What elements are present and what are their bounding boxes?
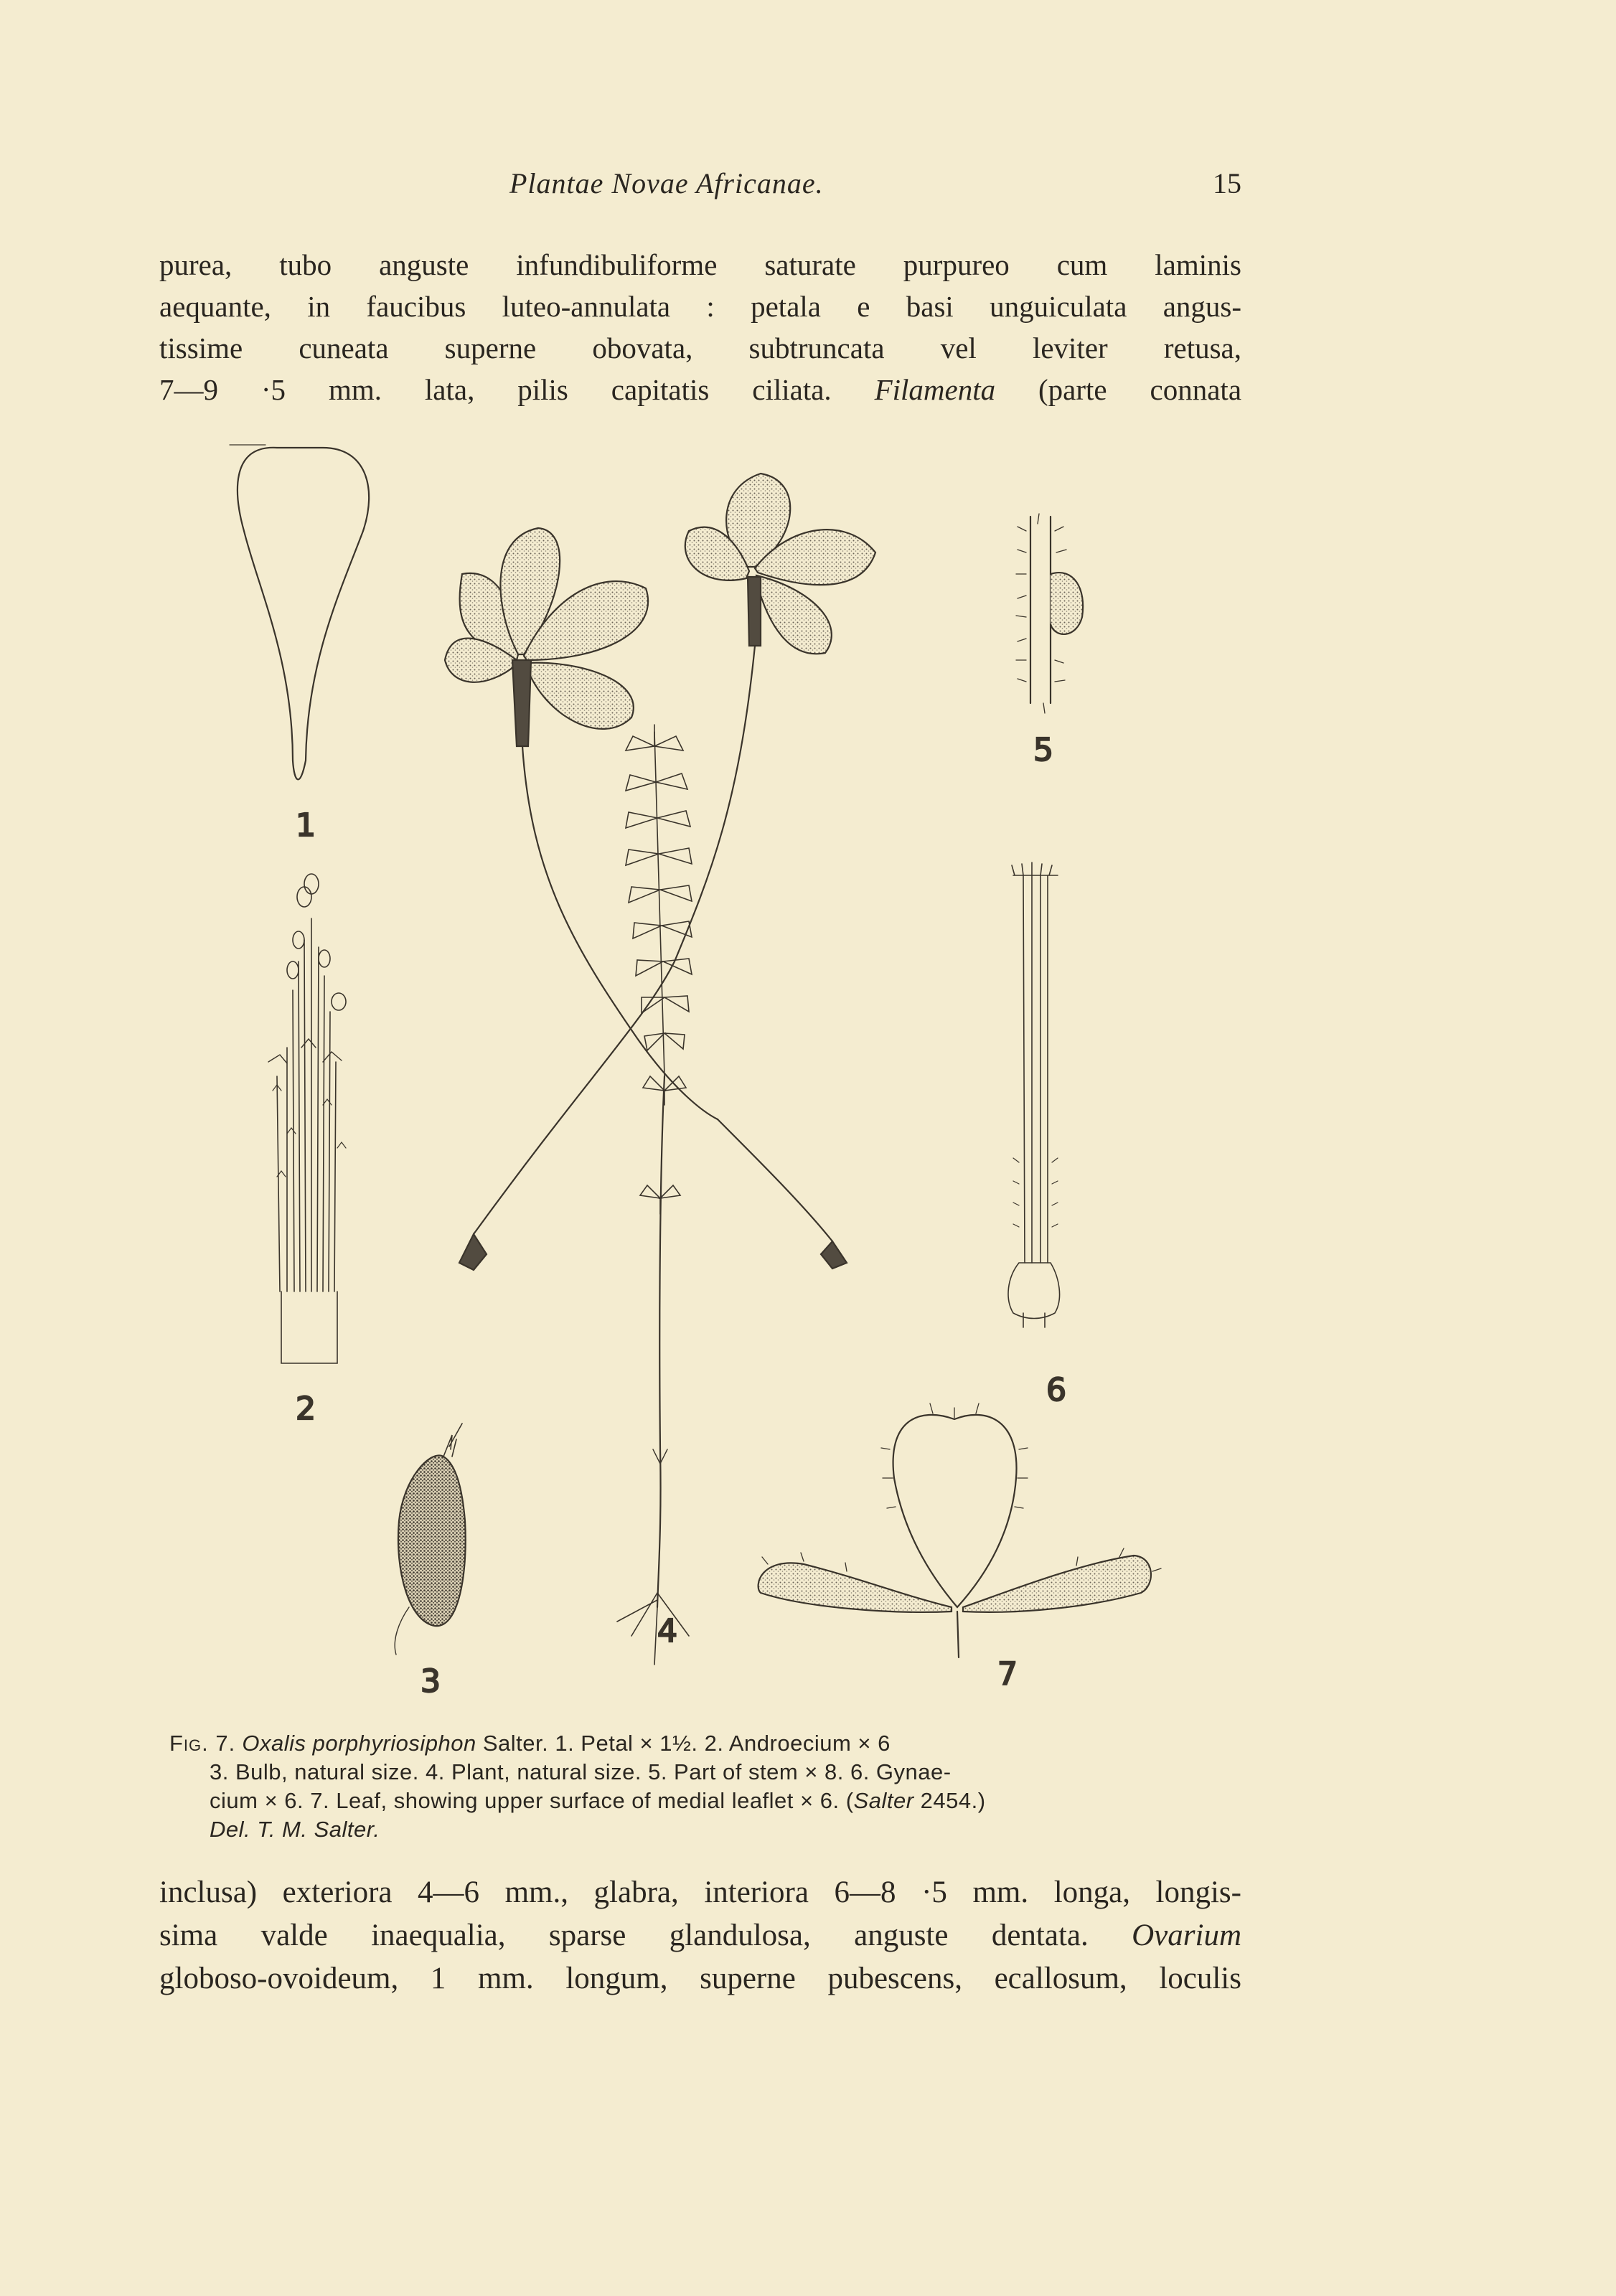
leaf-cluster [626, 725, 692, 1076]
top-paragraph [159, 244, 1241, 410]
caption-line-1 [169, 1729, 1241, 1758]
plate-drawing [215, 445, 1234, 1708]
figure-label-1: 1 [296, 807, 316, 844]
caption-text: Salter. 1. Petal × 1½. 2. Androecium × 6 [482, 1731, 891, 1756]
bulb-drawing [395, 1424, 466, 1655]
figure-label-2: 2 [296, 1391, 316, 1427]
figure-label-5: 5 [1033, 732, 1053, 768]
caption-text: cium × 6. 7. Leaf, showing upper surface of medial leaflet × 6. ( [210, 1788, 854, 1813]
italic-term-ovarium: Ovarium [1132, 1919, 1241, 1952]
species-name: Oxalis porphyriosiphon [242, 1731, 476, 1756]
text-segment: 7—9 ·5 mm. lata, pilis capitatis ciliata. [159, 373, 832, 406]
gynaecium-drawing [1008, 862, 1060, 1327]
collector-name: Salter [853, 1788, 914, 1813]
flower-left [445, 528, 648, 746]
androecium-drawing [268, 874, 346, 1363]
figure-caption [169, 1729, 1241, 1844]
fig-label: Fig. 7. [169, 1731, 236, 1756]
stem-detail-drawing [1016, 514, 1083, 713]
text-line: inclusa) exteriora 4—6 mm., glabra, interiora 6—8 ·5 mm. longa, longis- [159, 1876, 1241, 1909]
figure-label-4: 4 [657, 1613, 677, 1650]
caption-line-3 [169, 1787, 1241, 1815]
text-line [159, 1914, 1241, 1957]
figure-label-6: 6 [1046, 1372, 1066, 1408]
figure-label-7: 7 [997, 1656, 1018, 1693]
text-line [159, 369, 1241, 410]
text-segment: sima valde inaequalia, sparse glandulosa, anguste dentata. [159, 1919, 1089, 1952]
text-line: aequante, in faucibus luteo-annulata : petala e basi unguiculata angus- [159, 290, 1241, 323]
leaf-drawing [758, 1403, 1161, 1657]
text-line: globoso-ovoideum, 1 mm. longum, superne pubescens, ecallosum, loculis [159, 1962, 1241, 1995]
running-title: Plantae Novae Africanae. [509, 167, 824, 199]
plant-drawing [445, 474, 875, 1665]
caption-line-4: Del. T. M. Salter. [210, 1817, 380, 1842]
bottom-paragraph [159, 1871, 1241, 2000]
italic-term-filamenta: Filamenta [874, 373, 996, 406]
text-line: tissime cuneata superne obovata, subtruncata vel leviter retusa, [159, 331, 1241, 364]
petal-drawing [230, 445, 369, 779]
text-line: purea, tubo anguste infundibuliforme saturate purpureo cum laminis [159, 248, 1241, 281]
flower-right [685, 474, 875, 654]
text-segment: (parte connata [1038, 373, 1242, 406]
caption-text: 2454.) [913, 1788, 986, 1813]
page-number: 15 [1213, 167, 1241, 199]
figure-label-3: 3 [421, 1663, 441, 1700]
running-head [165, 166, 1241, 210]
caption-line-2: 3. Bulb, natural size. 4. Plant, natural size. 5. Part of stem × 8. 6. Gynae- [210, 1759, 952, 1784]
botanical-plate [215, 445, 1234, 1708]
